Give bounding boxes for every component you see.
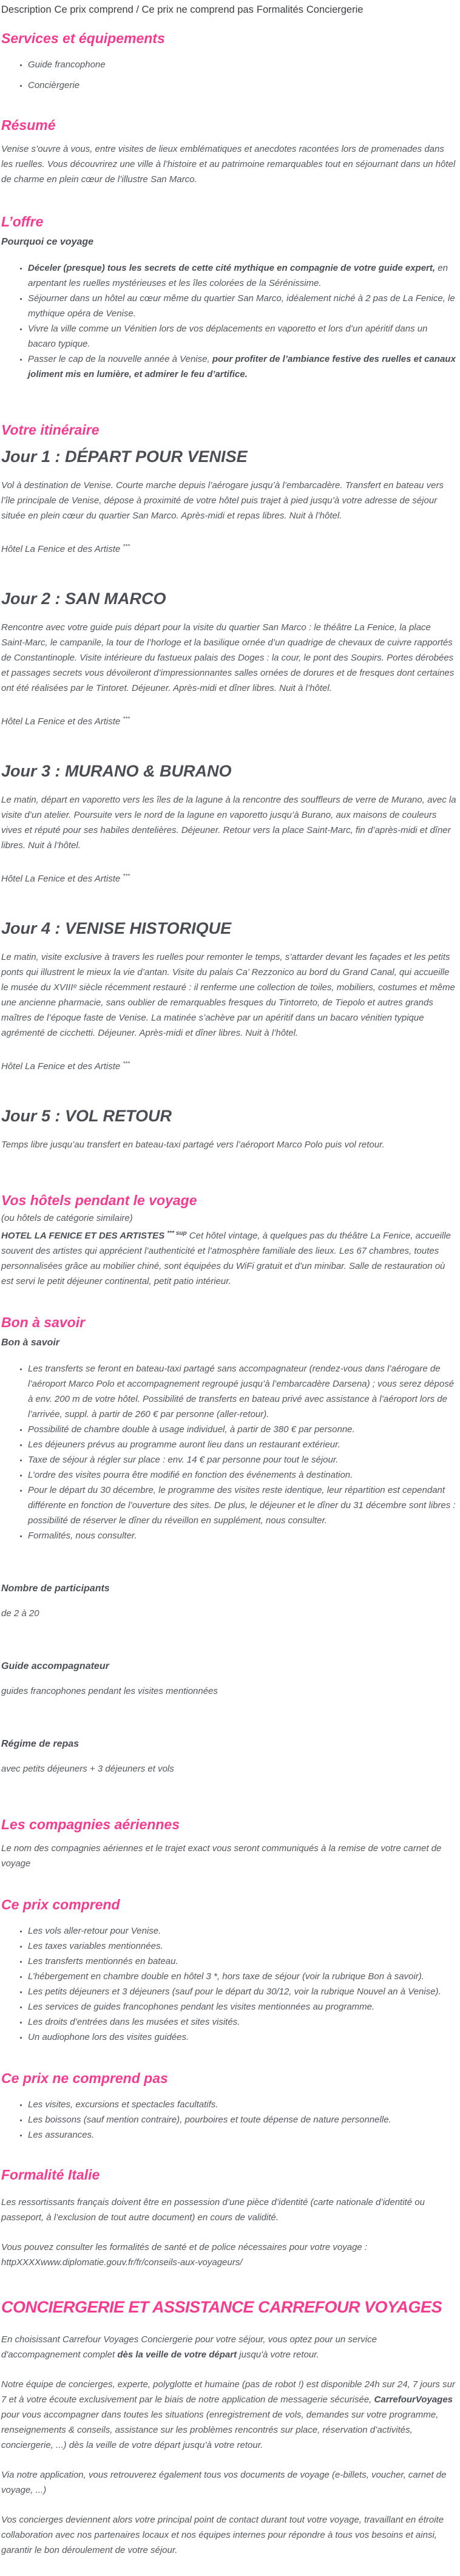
bon-a-savoir-subtitle: Bon à savoir [1, 1337, 60, 1348]
hotel-description [1, 1226, 456, 1289]
day-1-text: Vol à destination de Venise. Courte marche depuis l’aérogare jusqu’à l’embarcadère. Transfert en bateau vers l’île principale de Venise, dépose à proximité de votre hôtel puis trajet à pied jusqu’à votre adresse de séjour située en plein cœur du quartier San Marco. Après-midi et repas libres. Nuit à l’hôtel. [1, 480, 444, 521]
list-item: • Les transferts mentionnés en bateau. [28, 1954, 456, 1969]
list-item [28, 260, 456, 291]
list-item: • Possibilité de chambre double à usage individuel, à partir de 380 € par personne. [28, 1422, 456, 1437]
list-item: • Les visites, excursions et spectacles facultatifs. [28, 2097, 456, 2112]
hotel-name: Hôtel La Fenice et des Artiste [1, 716, 121, 727]
list-item: • Taxe de séjour à régler sur place : env. 14 € par personne pour tout le séjour. [28, 1452, 456, 1467]
resume-title: Résumé [1, 117, 56, 133]
day-2-text: Rencontre avec votre guide puis départ pour la visite du quartier San Marco : le théâtre La Fenice, la place Saint-Marc, le campanile, la tour de l’horloge et la basilique ornée d’un quadrige de chevaux de cuivre rapportés de Constantinople. Visite intérieure du fastueux palais des Doges : la cour, le pont des Soupirs. Portes dérobées et passages secrets vous dévoileront d’impressionnantes salles ornées de dorures et de fresques dont certaines ont été réalisées par le Tintoret. Déjeuner. Après-midi et dîner libres. Nuit à l’hôtel. [1, 622, 455, 693]
list-item: • Guide francophone [28, 57, 456, 72]
list-item: • Les petits déjeuners et 3 déjeuners (sauf pour le départ du 30/12, voir la rubrique Nouvel an à Venise). [28, 1984, 456, 1999]
bullet-text: Vivre la ville comme un Vénitien lors de vos déplacements en vaporetto et lors d’un apéritif dans un bacaro typique. [28, 324, 428, 349]
tab-conciergerie[interactable]: Conciergerie [306, 4, 364, 15]
hotels-subtitle: (ou hôtels de catégorie similaire) [1, 1213, 133, 1223]
list-item: • Les droits d’entrées dans les musées et sites visités. [28, 2014, 456, 2030]
list-item: • Les services de guides francophones pendant les visites mentionnées au programme. [28, 1999, 456, 2014]
list-item: • Les transferts se feront en bateau-taxi partagé sans accompagnateur (rendez-vous dans l’aérogare de l’aéroport Marco Polo et accompagnement regroupé jusqu’à l’embarcadère Darsena) ; vous serez déposé à env. 200 m de votre hôtel. Possibilité de transferts en bateau privé avec assistance à l’aéroport lors de l’arrivée, suppl. à partir de 260 € par personne (aller-retour). [28, 1361, 456, 1422]
list-item: • Les assurances. [28, 2127, 456, 2143]
day-3-heading: Jour 3 : MURANO & BURANO [1, 762, 232, 780]
bullet-bold-text: Déceler (presque) tous les secrets de cette cité mythique en compagnie de votre guide expert, [28, 263, 436, 273]
list-item: • L’ordre des visites pourra être modifié en fonction des événements à destination. [28, 1467, 456, 1483]
resume-text: Venise s’ouvre à vous, entre visites de lieux emblématiques et anecdotes racontées lors de promenades dans les ruelles. Vous découvrirez une ville à l’histoire et au patrimoine remarquables tout en séjournant dans un hôtel de charme en plein cœur de l’illustre San Marco. [1, 144, 456, 185]
day-3-hotel [1, 869, 456, 886]
services-title: Services et équipements [1, 30, 165, 46]
hotel-stars: *** [123, 873, 130, 880]
list-item: • Pour le départ du 30 décembre, le programme des visites reste identique, leur répartition est cependant différente en fonction de l’ouverture des sites. De plus, le déjeuner et le dîner du 31 décembre sont libres : possibilité de réserver le dîner du réveillon en supplément, nous consulter. [28, 1483, 456, 1528]
hotel-description-text: Cet hôtel vintage, à quelques pas du théâtre La Fenice, accueille souvent des artistes qui apprécient l’authenticité et l’atmosphère familiale des lieux. Les 67 chambres, toutes personnalisées grâce au mobilier chiné, sont équipées du WiFi gratuit et d’un minibar. Salle de restauration où est servi le petit déjeuner continental, petit patio intérieur. [1, 1231, 451, 1286]
bullet-text: Séjourner dans un hôtel au cœur même du quartier San Marco, idéalement niché à 2 pas de La Fenice, le mythique opéra de Venise. [28, 293, 455, 319]
services-list [1, 57, 456, 93]
day-1-heading: Jour 1 : DÉPART POUR VENISE [1, 447, 248, 466]
participants-value: de 2 à 20 [1, 1608, 39, 1619]
list-item [28, 291, 456, 321]
paragraph-text: pour vous accompagner dans toutes les situations (enregistrement de vols, demandes sur votre programme, renseignements & conseils, assistance sur les problèmes rencontrés sur place, réservation d’activités, conciergerie, ...) dès la veille de votre départ jusqu’à votre retour. [1, 2410, 439, 2450]
conciergerie-p4: Vos concierges deviennent alors votre principal point de contact durant tout votre voyage, travaillant en étroite collaboration avec nos partenaires locaux et nos équipes internes pour répondre à tous vos besoins et ainsi, garantir le bon déroulement de votre séjour. [1, 2515, 444, 2555]
tab-price[interactable]: Ce prix comprend / Ce prix ne comprend pas [54, 4, 254, 15]
tab-formalites[interactable]: Formalités [256, 4, 303, 15]
offre-title: L’offre [1, 214, 44, 229]
day-1-hotel [1, 539, 456, 557]
list-item: • Un audiophone lors des visites guidées. [28, 2030, 456, 2045]
hotels-title: Vos hôtels pendant le voyage [1, 1192, 197, 1208]
hotel-name: Hôtel La Fenice et des Artiste [1, 544, 121, 554]
not-included-list [1, 2097, 456, 2143]
list-item [28, 321, 456, 352]
list-item: • Formalités, nous consulter. [28, 1528, 456, 1543]
airlines-text: Le nom des compagnies aériennes et le trajet exact vous seront communiqués à la remise de votre carnet de voyage [1, 1843, 442, 1869]
list-item: • Les boissons (sauf mention contraire), pourboires et toute dépense de nature personnelle. [28, 2112, 456, 2127]
list-item: • Les taxes variables mentionnées. [28, 1939, 456, 1954]
day-5-text: Temps libre jusqu’au transfert en bateau-taxi partagé vers l’aéroport Marco Polo puis vol retour. [1, 1140, 385, 1150]
list-item: • Les vols aller-retour pour Venise. [28, 1923, 456, 1939]
repas-label: Régime de repas [1, 1739, 79, 1749]
day-2-hotel [1, 712, 456, 729]
day-4-hotel [1, 1056, 456, 1074]
not-included-title: Ce prix ne comprend pas [1, 2070, 168, 2086]
formalites-url: httpXXXXwww.diplomatie.gouv.fr/fr/conseils-aux-voyageurs/ [1, 2257, 243, 2268]
day-2-heading: Jour 2 : SAN MARCO [1, 590, 166, 608]
hotel-stars: *** [123, 543, 130, 550]
airlines-title: Les compagnies aériennes [1, 1816, 180, 1832]
offre-subtitle: Pourquoi ce voyage [1, 237, 94, 247]
paragraph-text: En choisissant Carrefour Voyages Conciergerie pour votre séjour, vous optez pour un service d'accompagnement complet [1, 2334, 377, 2360]
guide-value: guides francophones pendant les visites mentionnées [1, 1686, 218, 1696]
hotel-name-bold: HOTEL LA FENICE ET DES ARTISTES [1, 1231, 165, 1241]
formalites-p1: Les ressortissants français doivent être en possession d’une pièce d’identité (carte nationale d’identité ou passeport, à l’exclusion de tout autre document) en cours de validité. [1, 2197, 425, 2223]
hotel-stars: *** [123, 716, 130, 722]
hotel-stars: *** [123, 1061, 130, 1067]
paragraph-bold-text: CarrefourVoyages [374, 2394, 453, 2405]
bullet-bold-text: pour profiter de l’ambiance festive des ruelles et canaux joliment mis en lumière, et admirer le feu d’artifice. [28, 354, 456, 379]
list-item: • Les déjeuners prévus au programme auront lieu dans un restaurant extérieur. [28, 1437, 456, 1452]
hotel-name: Hôtel La Fenice et des Artiste [1, 1061, 121, 1072]
itinerary-title: Votre itinéraire [1, 422, 100, 438]
offre-list [1, 260, 456, 382]
conciergerie-p2 [1, 2377, 456, 2453]
day-4-text: Le matin, visite exclusive à travers les ruelles pour remonter le temps, s’attarder devant les façades et les petits ponts qui illustrent le mieux la vie d’antan. Visite du palais Ca’ Rezzonico au bord du Grand Canal, qui accueille le musée du XVIIIᵉ siècle récemment restauré : il renferme une collection de toiles, mobiliers, costumes et même une ancienne pharmacie, sans oublier de remarquables fresques du Tintorreto, de Tiepolo et autres grands maîtres de l’époque faste de Venise. La matinée s’achève par un apéritif dans un bacaro vénitien typique agrémenté de cicchetti. Déjeuner. Après-midi et dîner libres. Nuit à l’hôtel. [1, 952, 455, 1038]
participants-label: Nombre de participants [1, 1583, 110, 1594]
conciergerie-p1 [1, 2332, 456, 2362]
tab-bar [1, 4, 456, 16]
bon-a-savoir-list [1, 1361, 456, 1543]
list-item: • L’hébergement en chambre double en hôtel 3 *, hors taxe de séjour (voir la rubrique Bon à savoir). [28, 1969, 456, 1984]
paragraph-bold-text: dès la veille de votre départ [117, 2350, 237, 2360]
bullet-text: Passer le cap de la nouvelle année à Venise, [28, 354, 212, 364]
conciergerie-p3: Via notre application, vous retrouverez également tous vos documents de voyage (e-billets, voucher, carnet de voyage, ...) [1, 2470, 447, 2495]
included-list [1, 1923, 456, 2045]
day-5-heading: Jour 5 : VOL RETOUR [1, 1107, 172, 1125]
conciergerie-title: CONCIERGERIE ET ASSISTANCE CARREFOUR VOYAGES [1, 2298, 442, 2316]
bon-a-savoir-title: Bon à savoir [1, 1314, 86, 1330]
list-item [28, 352, 456, 382]
list-item: • Concièrgerie [28, 78, 456, 93]
formalites-title: Formalité Italie [1, 2167, 100, 2183]
tab-description[interactable]: Description [1, 4, 52, 15]
formalites-p2: Vous pouvez consulter les formalités de santé et de police nécessaires pour votre voyage : [1, 2242, 368, 2252]
guide-label: Guide accompagnateur [1, 1661, 109, 1671]
included-title: Ce prix comprend [1, 1897, 120, 1912]
repas-value: avec petits déjeuners + 3 déjeuners et vols [1, 1764, 174, 1774]
day-4-heading: Jour 4 : VENISE HISTORIQUE [1, 919, 232, 937]
paragraph-text: jusqu'à votre retour. [237, 2350, 319, 2360]
bullet-text: en arpentant les ruelles mystérieuses et les îles colorées de la Sérénissime. [28, 263, 448, 288]
hotel-stars-sup: *** sup [167, 1230, 187, 1237]
day-3-text: Le matin, départ en vaporetto vers les îles de la lagune à la rencontre des souffleurs de verre de Murano, avec la visite d’un atelier. Poursuite vers le nord de la lagune en vaporetto jusqu’à Burano, aux maisons de couleurs vives et réputé pour ses habiles dentelières. Déjeuner. Retour vers la place Saint-Marc, fin d’après-midi et dîner libres. Nuit à l’hôtel. [1, 795, 456, 851]
hotel-name: Hôtel La Fenice et des Artiste [1, 874, 121, 884]
paragraph-text: Notre équipe de concierges, experte, polyglotte et humaine (pas de robot !) est disponible 24h sur 24, 7 jours sur 7 et à votre écoute exclusivement par le biais de notre application de messagerie sécurisée, [1, 2379, 455, 2405]
